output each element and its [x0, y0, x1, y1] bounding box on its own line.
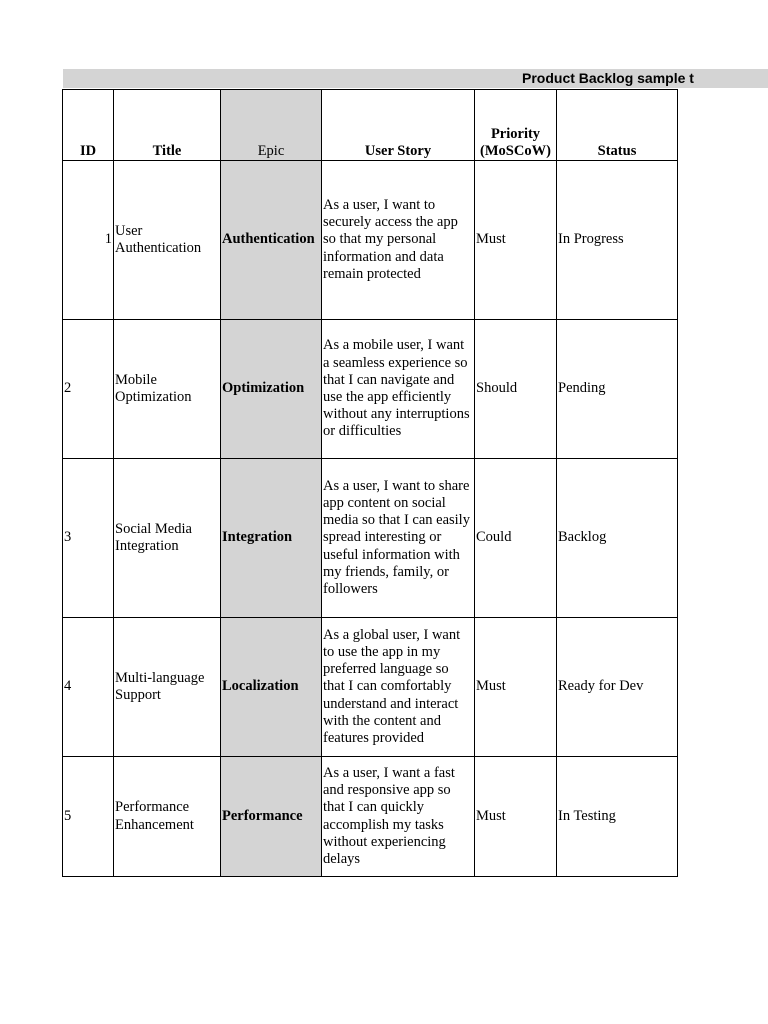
cell-user-story[interactable]: As a user, I want a fast and responsive app so that I can quickly accomplish my tasks without experiencing delays	[322, 757, 475, 877]
table-row	[63, 757, 678, 877]
column-header-status[interactable]: Status	[557, 90, 678, 161]
cell-priority[interactable]: Could	[475, 459, 557, 618]
cell-id[interactable]: 2	[63, 320, 114, 459]
cell-title[interactable]: Performance Enhancement	[114, 757, 221, 877]
cell-title[interactable]: User Authentication	[114, 161, 221, 320]
table-row	[63, 618, 678, 757]
table-row	[63, 320, 678, 459]
cell-title[interactable]: Mobile Optimization	[114, 320, 221, 459]
cell-id[interactable]: 4	[63, 618, 114, 757]
cell-priority[interactable]: Should	[475, 320, 557, 459]
backlog-table	[62, 89, 678, 877]
cell-id[interactable]: 1	[63, 161, 114, 320]
cell-epic[interactable]: Authentication	[221, 161, 322, 320]
column-header-id[interactable]: ID	[63, 90, 114, 161]
cell-id[interactable]: 5	[63, 757, 114, 877]
cell-user-story[interactable]: As a user, I want to share app content on social media so that I can easily spread interesting or useful information with my friends, family, or followers	[322, 459, 475, 618]
cell-status[interactable]: In Testing	[557, 757, 678, 877]
sheet-title: Product Backlog sample t	[522, 70, 694, 86]
cell-priority[interactable]: Must	[475, 618, 557, 757]
cell-status[interactable]: Ready for Dev	[557, 618, 678, 757]
table-row	[63, 459, 678, 618]
cell-id[interactable]: 3	[63, 459, 114, 618]
column-header-title[interactable]: Title	[114, 90, 221, 161]
cell-user-story[interactable]: As a user, I want to securely access the app so that my personal information and data remain protected	[322, 161, 475, 320]
table-row	[63, 161, 678, 320]
header-row	[63, 90, 678, 161]
column-header-priority[interactable]: Priority (MoSCoW)	[475, 90, 557, 161]
cell-epic[interactable]: Performance	[221, 757, 322, 877]
cell-priority[interactable]: Must	[475, 757, 557, 877]
cell-status[interactable]: In Progress	[557, 161, 678, 320]
cell-epic[interactable]: Integration	[221, 459, 322, 618]
cell-title[interactable]: Social Media Integration	[114, 459, 221, 618]
cell-epic[interactable]: Localization	[221, 618, 322, 757]
cell-epic[interactable]: Optimization	[221, 320, 322, 459]
column-header-epic[interactable]: Epic	[221, 90, 322, 161]
cell-title[interactable]: Multi-language Support	[114, 618, 221, 757]
cell-status[interactable]: Pending	[557, 320, 678, 459]
cell-priority[interactable]: Must	[475, 161, 557, 320]
sheet-title-bar	[63, 69, 768, 88]
cell-user-story[interactable]: As a global user, I want to use the app in my preferred language so that I can comfortably understand and interact with the content and features provided	[322, 618, 475, 757]
cell-status[interactable]: Backlog	[557, 459, 678, 618]
column-header-user-story[interactable]: User Story	[322, 90, 475, 161]
cell-user-story[interactable]: As a mobile user, I want a seamless experience so that I can navigate and use the app efficiently without any interruptions or difficulties	[322, 320, 475, 459]
